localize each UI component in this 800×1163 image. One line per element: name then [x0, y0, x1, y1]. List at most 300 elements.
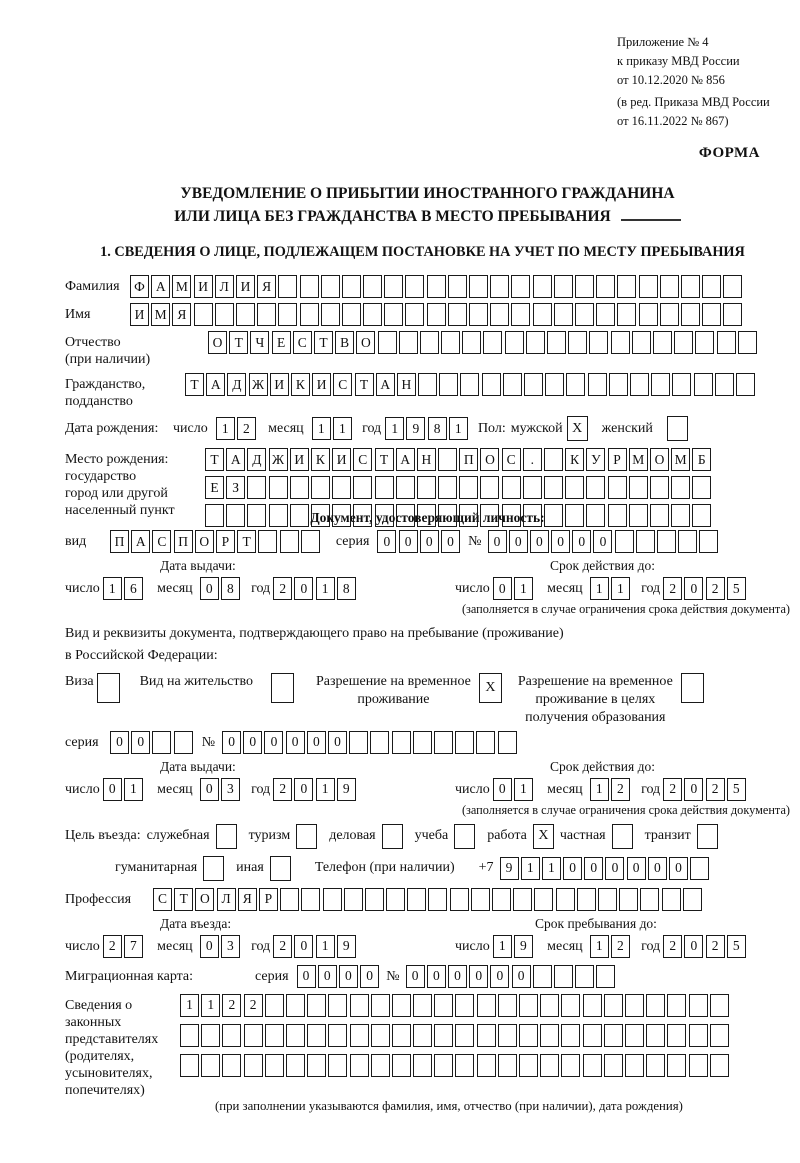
char-box[interactable]	[710, 1054, 729, 1077]
char-box[interactable]: О	[195, 530, 214, 553]
char-box[interactable]	[441, 331, 460, 354]
purpose-tourism-checkbox[interactable]	[296, 824, 317, 849]
char-box[interactable]	[265, 1024, 284, 1047]
char-box[interactable]	[448, 303, 467, 326]
char-box[interactable]	[545, 373, 564, 396]
char-box[interactable]: Т	[375, 448, 394, 471]
char-box[interactable]	[632, 331, 651, 354]
char-box[interactable]: 0	[200, 778, 219, 801]
rvp-education-checkbox[interactable]	[681, 673, 704, 703]
char-box[interactable]: С	[333, 373, 352, 396]
char-box[interactable]	[511, 303, 530, 326]
birth-year-input[interactable]	[385, 417, 470, 440]
char-box[interactable]: 0	[294, 935, 313, 958]
char-box[interactable]	[342, 303, 361, 326]
char-box[interactable]: 2	[706, 778, 725, 801]
char-box[interactable]: 0	[103, 778, 122, 801]
char-box[interactable]	[462, 331, 481, 354]
char-box[interactable]	[378, 331, 397, 354]
char-box[interactable]: Е	[205, 476, 224, 499]
char-box[interactable]	[609, 373, 628, 396]
char-box[interactable]: В	[335, 331, 354, 354]
char-box[interactable]: 1	[316, 935, 335, 958]
char-box[interactable]	[556, 888, 575, 911]
char-box[interactable]	[710, 994, 729, 1017]
rvp-checkbox[interactable]: X	[479, 673, 502, 703]
char-box[interactable]	[662, 888, 681, 911]
char-box[interactable]: О	[356, 331, 375, 354]
char-box[interactable]: 1	[493, 935, 512, 958]
char-box[interactable]	[471, 888, 490, 911]
char-box[interactable]	[596, 965, 615, 988]
expiry-month-input[interactable]	[590, 577, 632, 600]
char-box[interactable]: 7	[124, 935, 143, 958]
char-box[interactable]: А	[376, 373, 395, 396]
char-box[interactable]: 3	[221, 935, 240, 958]
char-box[interactable]	[561, 1024, 580, 1047]
char-box[interactable]	[604, 994, 623, 1017]
purpose-official-checkbox[interactable]	[216, 824, 237, 849]
char-box[interactable]: 2	[706, 577, 725, 600]
profession-input[interactable]	[153, 888, 704, 911]
char-box[interactable]: 2	[663, 935, 682, 958]
char-box[interactable]	[575, 275, 594, 298]
char-box[interactable]	[434, 731, 453, 754]
char-box[interactable]	[534, 888, 553, 911]
char-box[interactable]: 0	[593, 530, 612, 553]
char-box[interactable]: 0	[286, 731, 305, 754]
char-box[interactable]	[511, 275, 530, 298]
char-box[interactable]	[460, 373, 479, 396]
char-box[interactable]: 0	[222, 731, 241, 754]
char-box[interactable]: 2	[273, 577, 292, 600]
doc-series-input[interactable]	[377, 530, 462, 553]
char-box[interactable]	[608, 476, 627, 499]
char-box[interactable]	[723, 303, 742, 326]
char-box[interactable]	[413, 1054, 432, 1077]
char-box[interactable]	[702, 303, 721, 326]
char-box[interactable]: 2	[706, 935, 725, 958]
char-box[interactable]	[174, 731, 193, 754]
char-box[interactable]: Н	[397, 373, 416, 396]
issue-day-input[interactable]	[103, 577, 145, 600]
char-box[interactable]	[392, 731, 411, 754]
char-box[interactable]	[455, 731, 474, 754]
char-box[interactable]	[736, 373, 755, 396]
char-box[interactable]	[201, 1054, 220, 1077]
char-box[interactable]	[448, 275, 467, 298]
char-box[interactable]	[459, 476, 478, 499]
char-box[interactable]: С	[153, 888, 172, 911]
char-box[interactable]: 1	[124, 778, 143, 801]
char-box[interactable]	[561, 994, 580, 1017]
char-box[interactable]	[639, 275, 658, 298]
char-box[interactable]	[630, 373, 649, 396]
char-box[interactable]	[566, 373, 585, 396]
purpose-business-checkbox[interactable]	[382, 824, 403, 849]
char-box[interactable]	[350, 1054, 369, 1077]
char-box[interactable]	[455, 994, 474, 1017]
char-box[interactable]: 2	[273, 778, 292, 801]
patronymic-input[interactable]	[208, 331, 759, 354]
residence-expiry-month-input[interactable]	[590, 778, 632, 801]
expiry-day-input[interactable]	[493, 577, 535, 600]
char-box[interactable]: Т	[205, 448, 224, 471]
char-box[interactable]	[342, 275, 361, 298]
char-box[interactable]	[332, 476, 351, 499]
char-box[interactable]	[370, 731, 389, 754]
residence-number-input[interactable]	[222, 731, 519, 754]
char-box[interactable]	[667, 1054, 686, 1077]
char-box[interactable]	[286, 994, 305, 1017]
char-box[interactable]	[653, 331, 672, 354]
char-box[interactable]	[596, 275, 615, 298]
char-box[interactable]: 0	[572, 530, 591, 553]
char-box[interactable]	[575, 303, 594, 326]
char-box[interactable]: 2	[611, 778, 630, 801]
char-box[interactable]	[300, 303, 319, 326]
char-box[interactable]	[650, 504, 669, 527]
char-box[interactable]	[236, 303, 255, 326]
char-box[interactable]: С	[353, 448, 372, 471]
char-box[interactable]: 9	[337, 778, 356, 801]
char-box[interactable]: 0	[563, 857, 582, 880]
char-box[interactable]: О	[480, 448, 499, 471]
char-box[interactable]: 1	[590, 778, 609, 801]
char-box[interactable]: Р	[216, 530, 235, 553]
char-box[interactable]	[492, 888, 511, 911]
doc-kind-input[interactable]	[110, 530, 322, 553]
char-box[interactable]	[660, 275, 679, 298]
char-box[interactable]	[180, 1054, 199, 1077]
char-box[interactable]: 0	[488, 530, 507, 553]
char-box[interactable]	[455, 1024, 474, 1047]
char-box[interactable]	[353, 476, 372, 499]
char-box[interactable]: 0	[406, 965, 425, 988]
birth-place-input-row1[interactable]	[205, 448, 714, 471]
sex-female-checkbox[interactable]	[667, 416, 688, 441]
purpose-humanitarian-checkbox[interactable]	[203, 856, 224, 881]
char-box[interactable]	[434, 1054, 453, 1077]
char-box[interactable]: 9	[337, 935, 356, 958]
char-box[interactable]	[420, 331, 439, 354]
char-box[interactable]: Т	[185, 373, 204, 396]
char-box[interactable]	[672, 373, 691, 396]
char-box[interactable]	[321, 275, 340, 298]
char-box[interactable]: 2	[663, 778, 682, 801]
char-box[interactable]: 2	[237, 417, 256, 440]
char-box[interactable]: М	[172, 275, 191, 298]
char-box[interactable]	[477, 1054, 496, 1077]
char-box[interactable]: 1	[216, 417, 235, 440]
char-box[interactable]: 0	[684, 778, 703, 801]
char-box[interactable]	[544, 476, 563, 499]
char-box[interactable]	[588, 373, 607, 396]
char-box[interactable]: 5	[727, 577, 746, 600]
char-box[interactable]	[244, 1054, 263, 1077]
char-box[interactable]	[301, 530, 320, 553]
char-box[interactable]	[257, 303, 276, 326]
char-box[interactable]: 9	[500, 857, 519, 880]
char-box[interactable]: 0	[627, 857, 646, 880]
residence-expiry-year-input[interactable]	[663, 778, 748, 801]
char-box[interactable]	[503, 373, 522, 396]
char-box[interactable]	[660, 303, 679, 326]
char-box[interactable]	[350, 1024, 369, 1047]
char-box[interactable]	[523, 476, 542, 499]
char-box[interactable]: 1	[514, 577, 533, 600]
entry-day-input[interactable]	[103, 935, 145, 958]
char-box[interactable]	[434, 1024, 453, 1047]
char-box[interactable]	[386, 888, 405, 911]
char-box[interactable]: Т	[174, 888, 193, 911]
entry-month-input[interactable]	[200, 935, 242, 958]
char-box[interactable]	[533, 303, 552, 326]
char-box[interactable]: Л	[217, 888, 236, 911]
char-box[interactable]: 1	[590, 577, 609, 600]
char-box[interactable]	[321, 303, 340, 326]
char-box[interactable]	[586, 504, 605, 527]
char-box[interactable]	[498, 1054, 517, 1077]
purpose-work-checkbox[interactable]: X	[533, 824, 554, 849]
char-box[interactable]	[280, 888, 299, 911]
purpose-study-checkbox[interactable]	[454, 824, 475, 849]
char-box[interactable]	[476, 731, 495, 754]
char-box[interactable]	[519, 1054, 538, 1077]
char-box[interactable]: А	[396, 448, 415, 471]
char-box[interactable]: 0	[605, 857, 624, 880]
char-box[interactable]: 8	[428, 417, 447, 440]
char-box[interactable]	[300, 275, 319, 298]
char-box[interactable]: 0	[448, 965, 467, 988]
char-box[interactable]: 0	[509, 530, 528, 553]
char-box[interactable]: 0	[551, 530, 570, 553]
char-box[interactable]: М	[671, 448, 690, 471]
char-box[interactable]	[636, 530, 655, 553]
char-box[interactable]: 2	[611, 935, 630, 958]
char-box[interactable]: П	[110, 530, 129, 553]
char-box[interactable]	[519, 1024, 538, 1047]
char-box[interactable]: 0	[307, 731, 326, 754]
char-box[interactable]: 0	[584, 857, 603, 880]
char-box[interactable]: Б	[692, 448, 711, 471]
char-box[interactable]: 0	[684, 935, 703, 958]
char-box[interactable]	[689, 994, 708, 1017]
residence-permit-checkbox[interactable]	[271, 673, 294, 703]
char-box[interactable]: 2	[273, 935, 292, 958]
char-box[interactable]: Ж	[269, 448, 288, 471]
issue-year-input[interactable]	[273, 577, 358, 600]
char-box[interactable]	[194, 303, 213, 326]
char-box[interactable]	[469, 303, 488, 326]
char-box[interactable]: 0	[200, 577, 219, 600]
char-box[interactable]: К	[311, 448, 330, 471]
char-box[interactable]	[619, 888, 638, 911]
char-box[interactable]: А	[131, 530, 150, 553]
residence-issue-month-input[interactable]	[200, 778, 242, 801]
char-box[interactable]	[396, 476, 415, 499]
char-box[interactable]	[505, 331, 524, 354]
char-box[interactable]	[671, 504, 690, 527]
char-box[interactable]: С	[152, 530, 171, 553]
char-box[interactable]	[639, 303, 658, 326]
char-box[interactable]: М	[629, 448, 648, 471]
char-box[interactable]	[604, 1024, 623, 1047]
char-box[interactable]	[519, 994, 538, 1017]
char-box[interactable]: 1	[521, 857, 540, 880]
char-box[interactable]	[438, 476, 457, 499]
char-box[interactable]: И	[332, 448, 351, 471]
purpose-private-checkbox[interactable]	[612, 824, 633, 849]
residence-issue-year-input[interactable]	[273, 778, 358, 801]
migration-number-input[interactable]	[406, 965, 618, 988]
char-box[interactable]	[554, 275, 573, 298]
char-box[interactable]	[568, 331, 587, 354]
char-box[interactable]	[526, 331, 545, 354]
char-box[interactable]: 0	[243, 731, 262, 754]
char-box[interactable]	[629, 476, 648, 499]
char-box[interactable]: 5	[727, 778, 746, 801]
char-box[interactable]: И	[270, 373, 289, 396]
char-box[interactable]	[575, 965, 594, 988]
char-box[interactable]	[640, 888, 659, 911]
char-box[interactable]	[689, 1024, 708, 1047]
char-box[interactable]	[657, 530, 676, 553]
char-box[interactable]: Н	[417, 448, 436, 471]
char-box[interactable]	[681, 303, 700, 326]
char-box[interactable]: 0	[110, 731, 129, 754]
surname-input[interactable]	[130, 275, 744, 298]
guardians-input-row1[interactable]	[180, 994, 790, 1017]
char-box[interactable]	[695, 331, 714, 354]
char-box[interactable]	[434, 994, 453, 1017]
char-box[interactable]: 0	[684, 577, 703, 600]
char-box[interactable]: 0	[328, 731, 347, 754]
char-box[interactable]	[699, 530, 718, 553]
char-box[interactable]: 0	[490, 965, 509, 988]
char-box[interactable]	[247, 476, 266, 499]
char-box[interactable]	[629, 504, 648, 527]
char-box[interactable]	[399, 331, 418, 354]
char-box[interactable]: З	[226, 476, 245, 499]
char-box[interactable]: 1	[449, 417, 468, 440]
char-box[interactable]	[646, 1054, 665, 1077]
char-box[interactable]	[689, 1054, 708, 1077]
char-box[interactable]	[608, 504, 627, 527]
char-box[interactable]: Т	[355, 373, 374, 396]
sex-male-checkbox[interactable]: X	[567, 416, 588, 441]
char-box[interactable]	[417, 476, 436, 499]
char-box[interactable]: Т	[229, 331, 248, 354]
char-box[interactable]: С	[502, 448, 521, 471]
char-box[interactable]: И	[312, 373, 331, 396]
char-box[interactable]	[350, 994, 369, 1017]
char-box[interactable]: 1	[333, 417, 352, 440]
char-box[interactable]: 1	[312, 417, 331, 440]
char-box[interactable]	[651, 373, 670, 396]
char-box[interactable]: Я	[257, 275, 276, 298]
birth-month-input[interactable]	[312, 417, 354, 440]
char-box[interactable]: 2	[244, 994, 263, 1017]
char-box[interactable]	[540, 994, 559, 1017]
char-box[interactable]	[244, 1024, 263, 1047]
char-box[interactable]	[671, 476, 690, 499]
char-box[interactable]: 0	[427, 965, 446, 988]
char-box[interactable]	[152, 731, 171, 754]
char-box[interactable]	[201, 1024, 220, 1047]
char-box[interactable]	[328, 1024, 347, 1047]
char-box[interactable]: 0	[530, 530, 549, 553]
char-box[interactable]	[455, 1054, 474, 1077]
char-box[interactable]	[278, 303, 297, 326]
char-box[interactable]	[483, 331, 502, 354]
char-box[interactable]: 0	[469, 965, 488, 988]
char-box[interactable]: 0	[648, 857, 667, 880]
char-box[interactable]	[625, 1054, 644, 1077]
char-box[interactable]	[544, 504, 563, 527]
entry-year-input[interactable]	[273, 935, 358, 958]
char-box[interactable]	[683, 888, 702, 911]
char-box[interactable]: 0	[441, 530, 460, 553]
char-box[interactable]: 0	[420, 530, 439, 553]
char-box[interactable]	[258, 530, 277, 553]
char-box[interactable]	[392, 1054, 411, 1077]
char-box[interactable]	[371, 1024, 390, 1047]
char-box[interactable]: У	[586, 448, 605, 471]
char-box[interactable]	[328, 994, 347, 1017]
char-box[interactable]	[371, 1054, 390, 1077]
issue-month-input[interactable]	[200, 577, 242, 600]
char-box[interactable]	[646, 994, 665, 1017]
char-box[interactable]: А	[226, 448, 245, 471]
char-box[interactable]: Д	[247, 448, 266, 471]
char-box[interactable]	[561, 1054, 580, 1077]
char-box[interactable]	[307, 994, 326, 1017]
char-box[interactable]: 1	[316, 778, 335, 801]
char-box[interactable]	[413, 994, 432, 1017]
char-box[interactable]: О	[195, 888, 214, 911]
birth-place-input-row2[interactable]	[205, 476, 714, 499]
char-box[interactable]	[439, 373, 458, 396]
char-box[interactable]: Я	[172, 303, 191, 326]
char-box[interactable]: 3	[221, 778, 240, 801]
char-box[interactable]: 0	[493, 577, 512, 600]
char-box[interactable]: Т	[237, 530, 256, 553]
char-box[interactable]	[307, 1024, 326, 1047]
visa-checkbox[interactable]	[97, 673, 120, 703]
char-box[interactable]	[405, 275, 424, 298]
char-box[interactable]	[625, 994, 644, 1017]
char-box[interactable]: Д	[227, 373, 246, 396]
char-box[interactable]: 1	[590, 935, 609, 958]
char-box[interactable]	[540, 1024, 559, 1047]
char-box[interactable]: 0	[512, 965, 531, 988]
char-box[interactable]: 0	[377, 530, 396, 553]
char-box[interactable]	[286, 1024, 305, 1047]
char-box[interactable]	[405, 303, 424, 326]
char-box[interactable]: 1	[103, 577, 122, 600]
given-name-input[interactable]	[130, 303, 744, 326]
char-box[interactable]	[365, 888, 384, 911]
char-box[interactable]	[290, 504, 309, 527]
char-box[interactable]	[502, 476, 521, 499]
migration-series-input[interactable]	[297, 965, 382, 988]
char-box[interactable]	[344, 888, 363, 911]
char-box[interactable]: 0	[399, 530, 418, 553]
char-box[interactable]: П	[174, 530, 193, 553]
char-box[interactable]	[533, 275, 552, 298]
char-box[interactable]	[533, 965, 552, 988]
